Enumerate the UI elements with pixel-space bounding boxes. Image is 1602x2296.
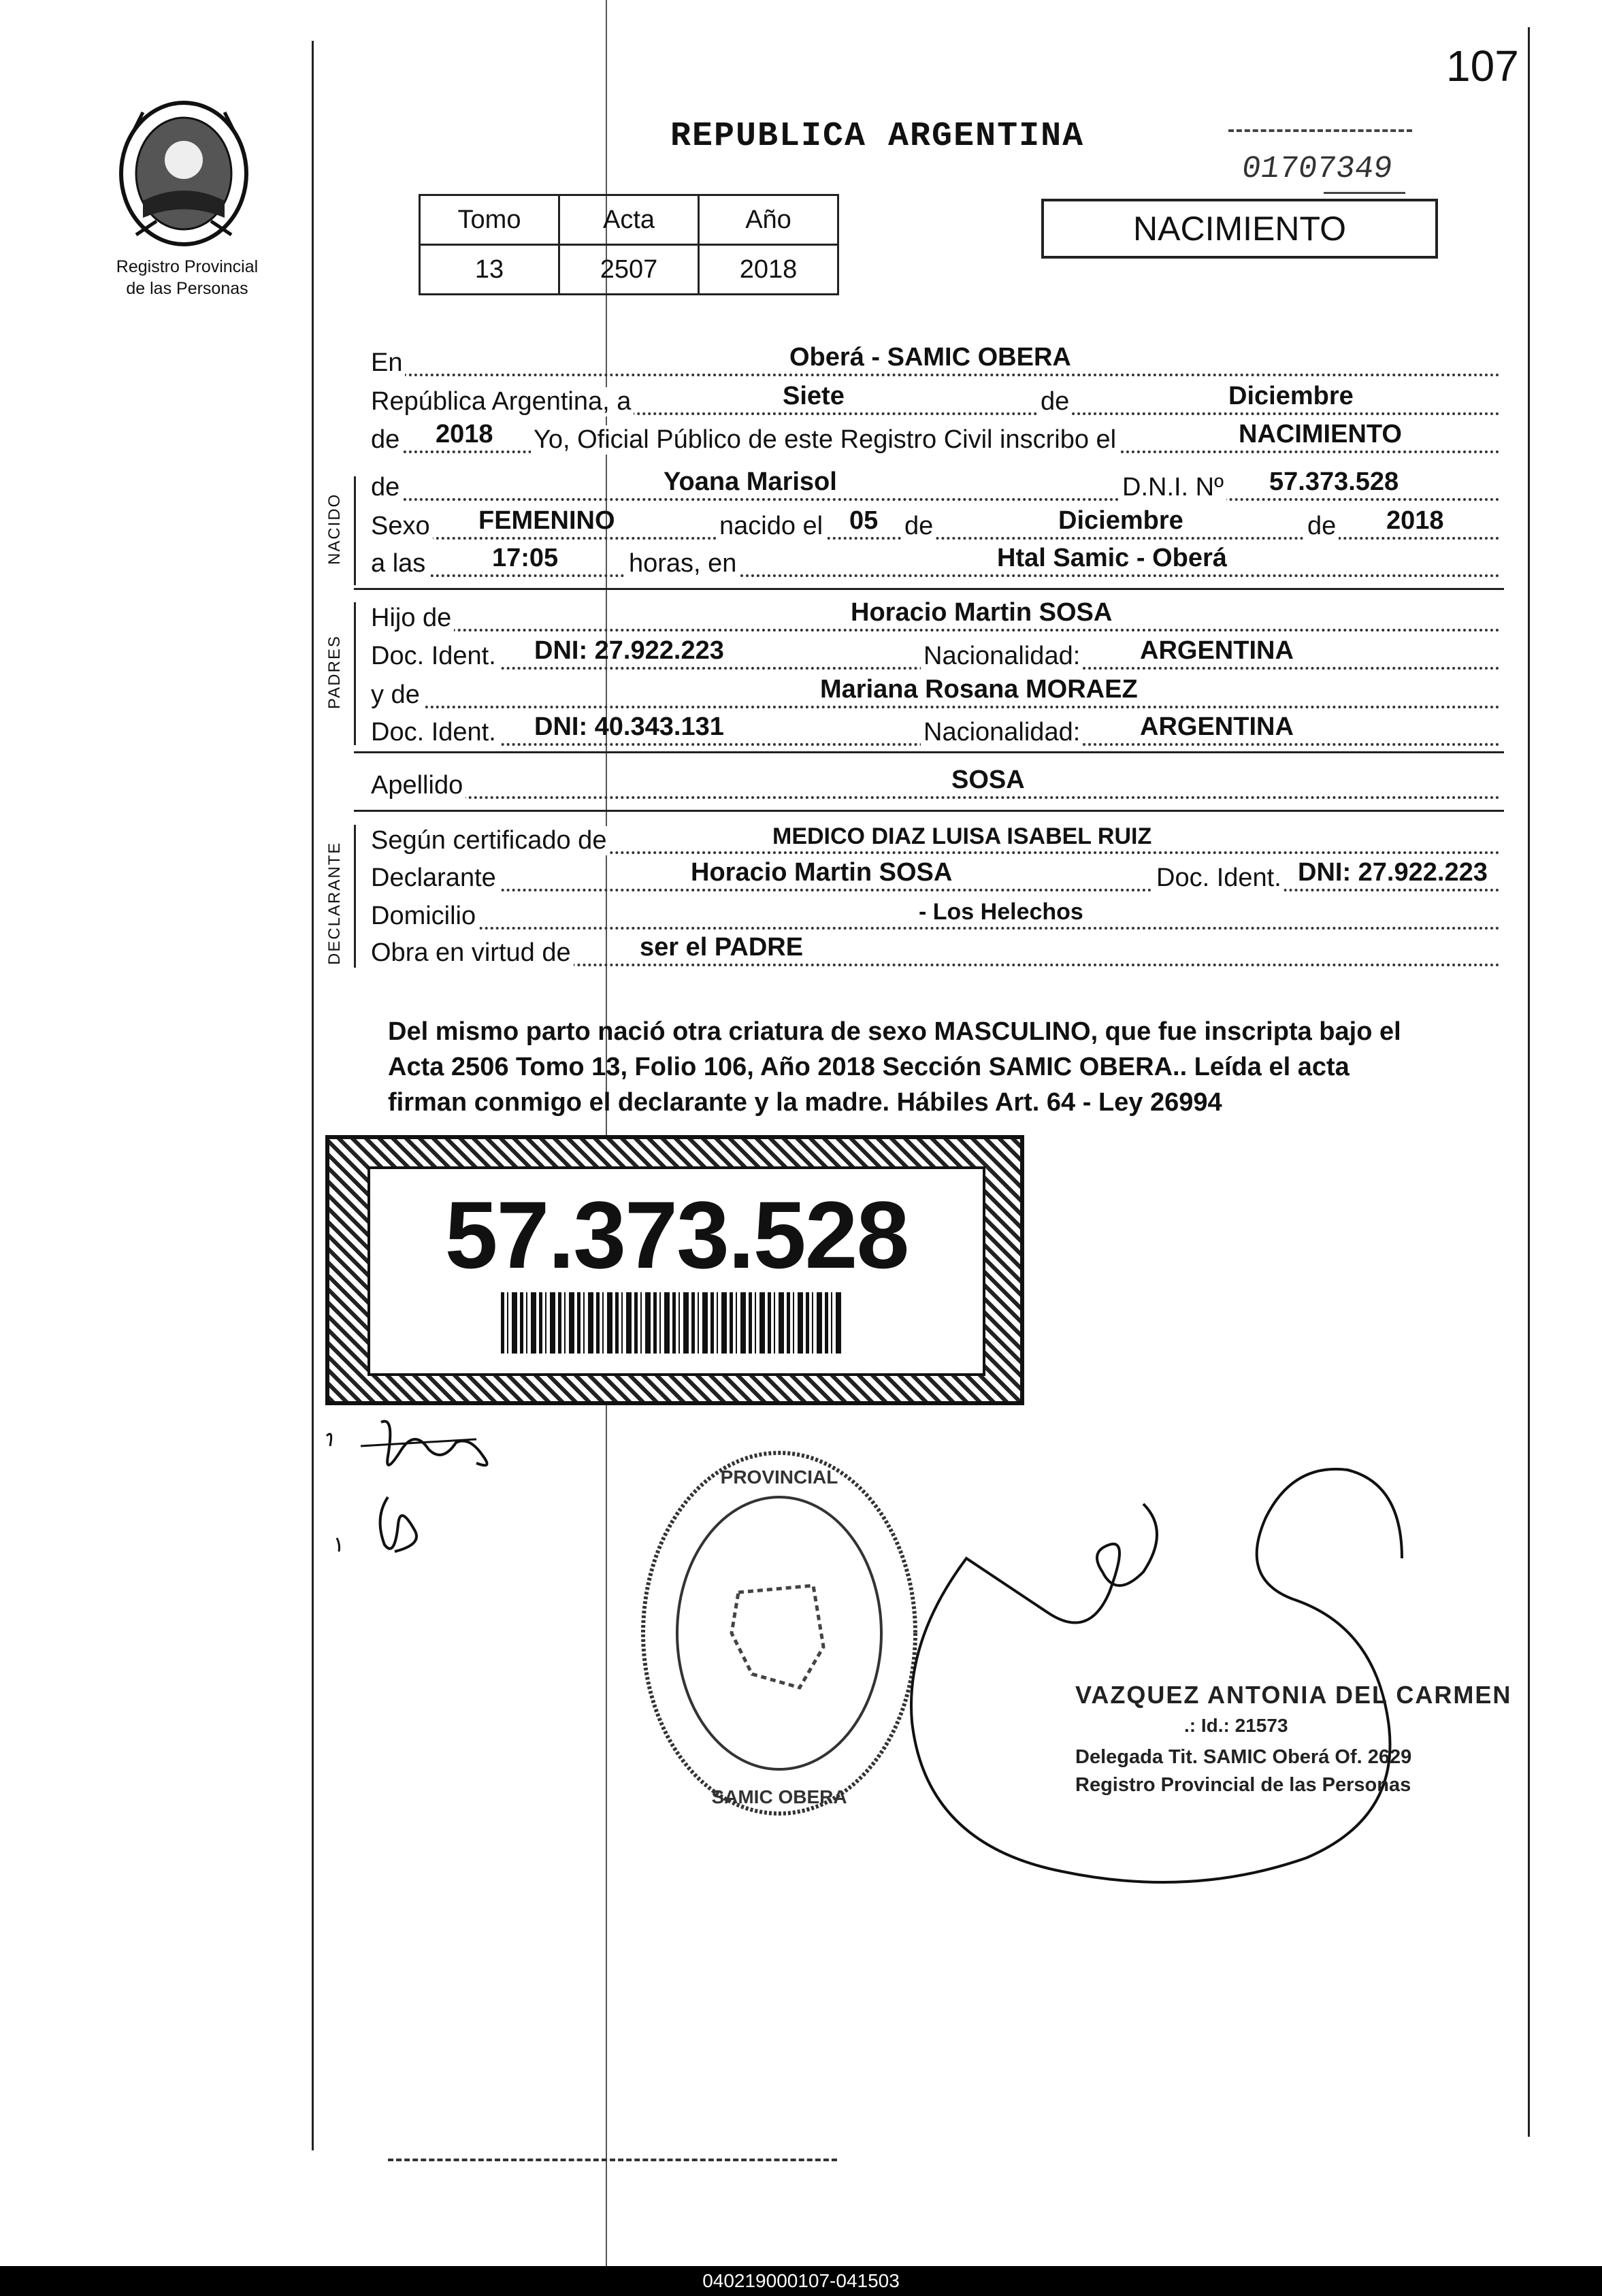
value-domicilio: - Los Helechos <box>919 899 1083 925</box>
official-registry: Registro Provincial de las Personas <box>1075 1774 1411 1796</box>
left-border-line <box>312 41 314 2150</box>
label-republica: República Argentina, a <box>371 387 634 416</box>
province-seal <box>116 99 252 248</box>
registry-header-anio: Año <box>699 195 838 245</box>
label-en: En <box>371 348 405 378</box>
value-declarante: Horacio Martin SOSA <box>691 858 953 887</box>
row-domicilio <box>371 897 1500 935</box>
value-madre-nac: ARGENTINA <box>1140 712 1294 741</box>
label-decl-doc: Doc. Ident. <box>1154 864 1284 893</box>
official-role: Delegada Tit. SAMIC Oberá Of. 2629 <box>1075 1746 1412 1768</box>
value-dia: Siete <box>783 382 845 410</box>
value-madre: Mariana Rosana MORAEZ <box>820 675 1138 704</box>
row-obra <box>371 934 1500 972</box>
row-padre-doc <box>371 637 1500 675</box>
label-y-de: y de <box>371 680 423 710</box>
serial-number: 01707349 <box>1239 151 1395 186</box>
value-sexo: FEMENINO <box>478 506 615 535</box>
label-sexo: Sexo <box>371 512 433 541</box>
row-madre <box>371 676 1500 714</box>
value-nombre: Yoana Marisol <box>664 468 837 496</box>
label-dni: D.N.I. Nº <box>1119 473 1226 502</box>
value-apellido: SOSA <box>951 766 1025 794</box>
serial-underline <box>1324 192 1405 194</box>
signature-mother <box>320 1409 538 1572</box>
serial-dashes <box>1228 129 1412 132</box>
dni-stamp-number: 57.373.528 <box>444 1181 909 1288</box>
side-label-padres: PADRES <box>325 635 344 709</box>
official-id: .: Id.: 21573 <box>1184 1715 1288 1736</box>
note-line-3: firman conmigo el declarante y la madre. Hábiles Art. 64 - Ley 26994 <box>388 1088 1222 1117</box>
footer-code-bar <box>0 2266 1602 2296</box>
row-anio <box>371 421 1500 459</box>
value-nac-anio: 2018 <box>1386 506 1444 535</box>
label-nacionalidad-padre: Nacionalidad: <box>921 642 1083 671</box>
doc-type-label: NACIMIENTO <box>1133 210 1346 248</box>
value-hora: 17:05 <box>492 544 559 572</box>
row-hijo-de <box>371 599 1500 637</box>
row-certificado <box>371 821 1500 859</box>
registry-label-line1: Registro Provincial <box>116 257 259 276</box>
registry-table-header-row <box>420 195 838 245</box>
fold-line <box>606 0 607 2266</box>
birth-note <box>388 1014 1504 1120</box>
label-doc-ident-madre: Doc. Ident. <box>371 718 499 747</box>
value-acto: NACIMIENTO <box>1239 420 1402 448</box>
value-decl-doc: DNI: 27.922.223 <box>1298 858 1488 887</box>
row-republica <box>371 382 1500 421</box>
label-obra: Obra en virtud de <box>371 938 574 968</box>
signature-official <box>885 1436 1512 1899</box>
row-sexo <box>371 507 1500 545</box>
label-doc-ident-padre: Doc. Ident. <box>371 642 499 671</box>
bottom-dash-mark <box>388 2159 837 2161</box>
value-mes: Diciembre <box>1228 382 1354 410</box>
svg-text:PROVINCIAL: PROVINCIAL <box>720 1466 838 1488</box>
note-line-2: Acta 2506 Tomo 13, Folio 106, Año 2018 Sección SAMIC OBERA.. Leída el acta <box>388 1053 1350 1081</box>
row-en <box>371 344 1500 382</box>
note-line-1: Del mismo parto nació otra criatura de sexo MASCULINO, que fue inscripta bajo el <box>388 1017 1401 1046</box>
value-dni: 57.373.528 <box>1269 468 1399 496</box>
registry-value-anio: 2018 <box>699 245 838 295</box>
document-title: REPUBLICA ARGENTINA <box>670 117 1085 156</box>
label-nac-de2: de <box>1305 512 1339 541</box>
registry-header-acta: Acta <box>559 195 699 245</box>
registry-value-tomo: 13 <box>420 245 559 295</box>
footer-code: 040219000107-041503 <box>702 2270 900 2291</box>
value-en: Oberá - SAMIC OBERA <box>789 343 1071 372</box>
separator-padres <box>354 751 1504 753</box>
page-number: 107 <box>1446 42 1519 91</box>
label-de-mes: de <box>1038 387 1072 416</box>
registry-header-tomo: Tomo <box>420 195 559 245</box>
registry-label-line2: de las Personas <box>126 279 248 298</box>
doc-type-box <box>1041 199 1438 259</box>
row-declarante <box>371 859 1500 897</box>
official-stamp <box>1075 1681 1512 1797</box>
value-padre-nac: ARGENTINA <box>1140 636 1294 665</box>
registry-table <box>419 194 839 295</box>
dni-barcode <box>501 1292 841 1354</box>
round-seal <box>636 1443 922 1824</box>
label-apellido: Apellido <box>371 771 465 800</box>
svg-text:SAMIC OBERA: SAMIC OBERA <box>711 1786 847 1807</box>
label-certificado: Según certificado de <box>371 826 609 855</box>
value-padre: Horacio Martin SOSA <box>851 598 1113 627</box>
label-domicilio: Domicilio <box>371 902 478 931</box>
row-hora <box>371 544 1500 583</box>
row-nombre <box>371 468 1500 506</box>
label-de-nombre: de <box>371 473 402 502</box>
side-label-nacido: NACIDO <box>325 493 344 565</box>
row-madre-doc <box>371 713 1500 751</box>
official-name: VAZQUEZ ANTONIA DEL CARMEN <box>1075 1681 1512 1709</box>
registry-table-value-row <box>420 245 838 295</box>
value-certificado: MEDICO DIAZ LUISA ISABEL RUIZ <box>772 823 1152 849</box>
right-border-line <box>1528 27 1530 2137</box>
label-horas-en: horas, en <box>626 549 739 578</box>
side-label-declarante: DECLARANTE <box>325 841 344 965</box>
label-nacido-el: nacido el <box>717 512 825 541</box>
separator-apellido <box>354 810 1504 812</box>
value-nac-dia: 05 <box>849 506 879 535</box>
label-hijo-de: Hijo de <box>371 604 454 633</box>
label-de-anio: de <box>371 425 402 455</box>
separator-nacido <box>354 588 1504 590</box>
label-nac-de: de <box>902 512 936 541</box>
row-apellido <box>371 766 1500 804</box>
value-padre-doc: DNI: 27.922.223 <box>534 636 724 665</box>
label-yo-oficial: Yo, Oficial Público de este Registro Civil inscribo el <box>531 425 1119 455</box>
value-anio: 2018 <box>436 420 493 448</box>
value-nac-mes: Diciembre <box>1058 506 1183 535</box>
dni-stamp <box>325 1135 1024 1405</box>
value-madre-doc: DNI: 40.343.131 <box>534 712 724 741</box>
value-obra: ser el PADRE <box>640 933 804 962</box>
label-a-las: a las <box>371 549 428 578</box>
label-declarante: Declarante <box>371 864 499 893</box>
value-lugar: Htal Samic - Oberá <box>997 544 1227 572</box>
label-nacionalidad-madre: Nacionalidad: <box>921 718 1083 747</box>
registry-value-acta: 2507 <box>559 245 699 295</box>
